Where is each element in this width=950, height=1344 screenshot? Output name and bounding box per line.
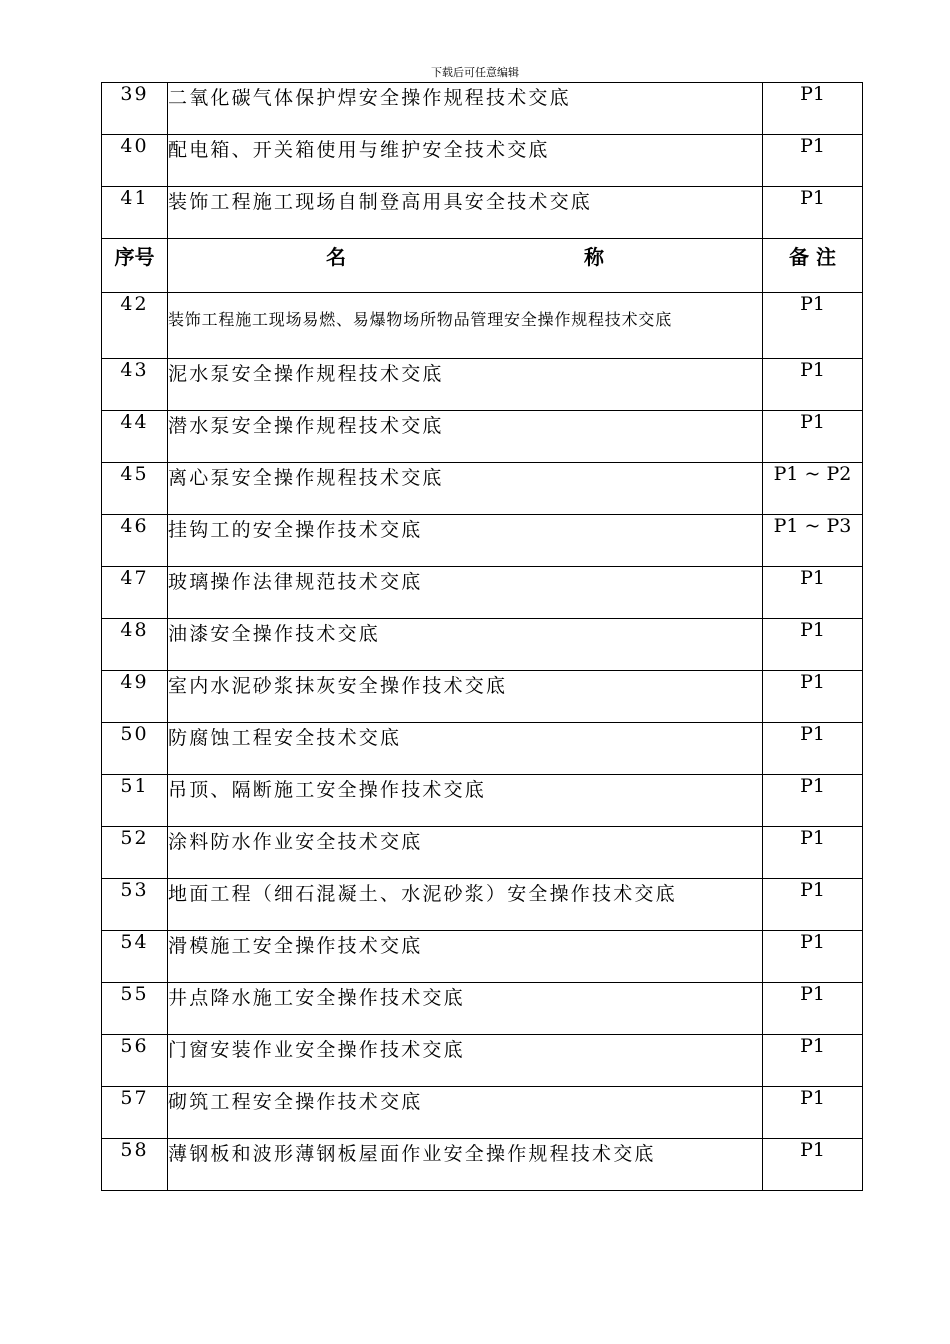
table-row: [102, 515, 863, 567]
header-note: 备 注: [763, 239, 863, 293]
row-note: P1: [763, 775, 863, 827]
row-number: 40: [102, 135, 168, 187]
row-name: 防腐蚀工程安全技术交底: [168, 723, 763, 775]
row-number: 55: [102, 983, 168, 1035]
row-name: 薄钢板和波形薄钢板屋面作业安全操作规程技术交底: [168, 1139, 763, 1191]
row-note: P1: [763, 411, 863, 463]
row-name: 挂钩工的安全操作技术交底: [168, 515, 763, 567]
row-name: 泥水泵安全操作规程技术交底: [168, 359, 763, 411]
table-row: [102, 879, 863, 931]
table-body-after: [102, 293, 863, 1191]
table-row: [102, 1035, 863, 1087]
table-header: [102, 239, 863, 293]
row-note: P1: [763, 619, 863, 671]
table-body-before: [102, 83, 863, 239]
row-note: P1: [763, 293, 863, 359]
row-note: P1: [763, 827, 863, 879]
row-note: P1: [763, 1035, 863, 1087]
row-number: 39: [102, 83, 168, 135]
row-number: 57: [102, 1087, 168, 1139]
row-name: 离心泵安全操作规程技术交底: [168, 463, 763, 515]
row-name: 二氧化碳气体保护焊安全操作规程技术交底: [168, 83, 763, 135]
row-note: P1: [763, 135, 863, 187]
header-name: [168, 239, 763, 293]
row-name: 装饰工程施工现场自制登高用具安全技术交底: [168, 187, 763, 239]
row-number: 50: [102, 723, 168, 775]
row-name: 油漆安全操作技术交底: [168, 619, 763, 671]
table-row: [102, 293, 863, 359]
row-note: P1: [763, 931, 863, 983]
row-note: P1: [763, 879, 863, 931]
row-number: 44: [102, 411, 168, 463]
row-name: 涂料防水作业安全技术交底: [168, 827, 763, 879]
row-note: P1: [763, 567, 863, 619]
row-number: 41: [102, 187, 168, 239]
row-name: 滑模施工安全操作技术交底: [168, 931, 763, 983]
row-number: 51: [102, 775, 168, 827]
row-number: 58: [102, 1139, 168, 1191]
table-row: [102, 83, 863, 135]
document-table: [101, 82, 863, 1191]
row-name: 门窗安装作业安全操作技术交底: [168, 1035, 763, 1087]
table-row: [102, 931, 863, 983]
header-name-right: 称: [584, 245, 604, 269]
table-row: [102, 619, 863, 671]
row-name: 室内水泥砂浆抹灰安全操作技术交底: [168, 671, 763, 723]
table-row: [102, 567, 863, 619]
header-name-left: 名: [326, 245, 346, 269]
table-row: [102, 983, 863, 1035]
row-note: P1: [763, 671, 863, 723]
table-row: [102, 1087, 863, 1139]
table-row: [102, 187, 863, 239]
row-name: 井点降水施工安全操作技术交底: [168, 983, 763, 1035]
row-note: P1: [763, 1139, 863, 1191]
row-note: P1 ~ P3: [763, 515, 863, 567]
row-name: 配电箱、开关箱使用与维护安全技术交底: [168, 135, 763, 187]
row-number: 53: [102, 879, 168, 931]
table-row: [102, 723, 863, 775]
row-number: 47: [102, 567, 168, 619]
row-note: P1: [763, 83, 863, 135]
row-number: 52: [102, 827, 168, 879]
row-name: 吊顶、隔断施工安全操作技术交底: [168, 775, 763, 827]
row-number: 49: [102, 671, 168, 723]
row-name: 潜水泵安全操作规程技术交底: [168, 411, 763, 463]
row-number: 48: [102, 619, 168, 671]
table-row: [102, 411, 863, 463]
row-note: P1: [763, 723, 863, 775]
row-number: 46: [102, 515, 168, 567]
table-row: [102, 359, 863, 411]
row-number: 54: [102, 931, 168, 983]
row-number: 45: [102, 463, 168, 515]
table-row: [102, 775, 863, 827]
table-row: [102, 135, 863, 187]
table-row: [102, 1139, 863, 1191]
row-number: 56: [102, 1035, 168, 1087]
row-number: 42: [102, 293, 168, 359]
table-row: [102, 671, 863, 723]
page-header: 下载后可任意编辑: [431, 66, 519, 79]
table-row: [102, 463, 863, 515]
table-row: [102, 827, 863, 879]
header-row: [102, 239, 863, 293]
row-note: P1: [763, 359, 863, 411]
row-note: P1 ~ P2: [763, 463, 863, 515]
header-num: 序号: [102, 239, 168, 293]
row-note: P1: [763, 983, 863, 1035]
row-name: 玻璃操作法律规范技术交底: [168, 567, 763, 619]
row-name: 装饰工程施工现场易燃、易爆物场所物品管理安全操作规程技术交底: [168, 293, 763, 359]
row-number: 43: [102, 359, 168, 411]
row-note: P1: [763, 187, 863, 239]
row-name: 地面工程（细石混凝土、水泥砂浆）安全操作技术交底: [168, 879, 763, 931]
row-note: P1: [763, 1087, 863, 1139]
row-name: 砌筑工程安全操作技术交底: [168, 1087, 763, 1139]
